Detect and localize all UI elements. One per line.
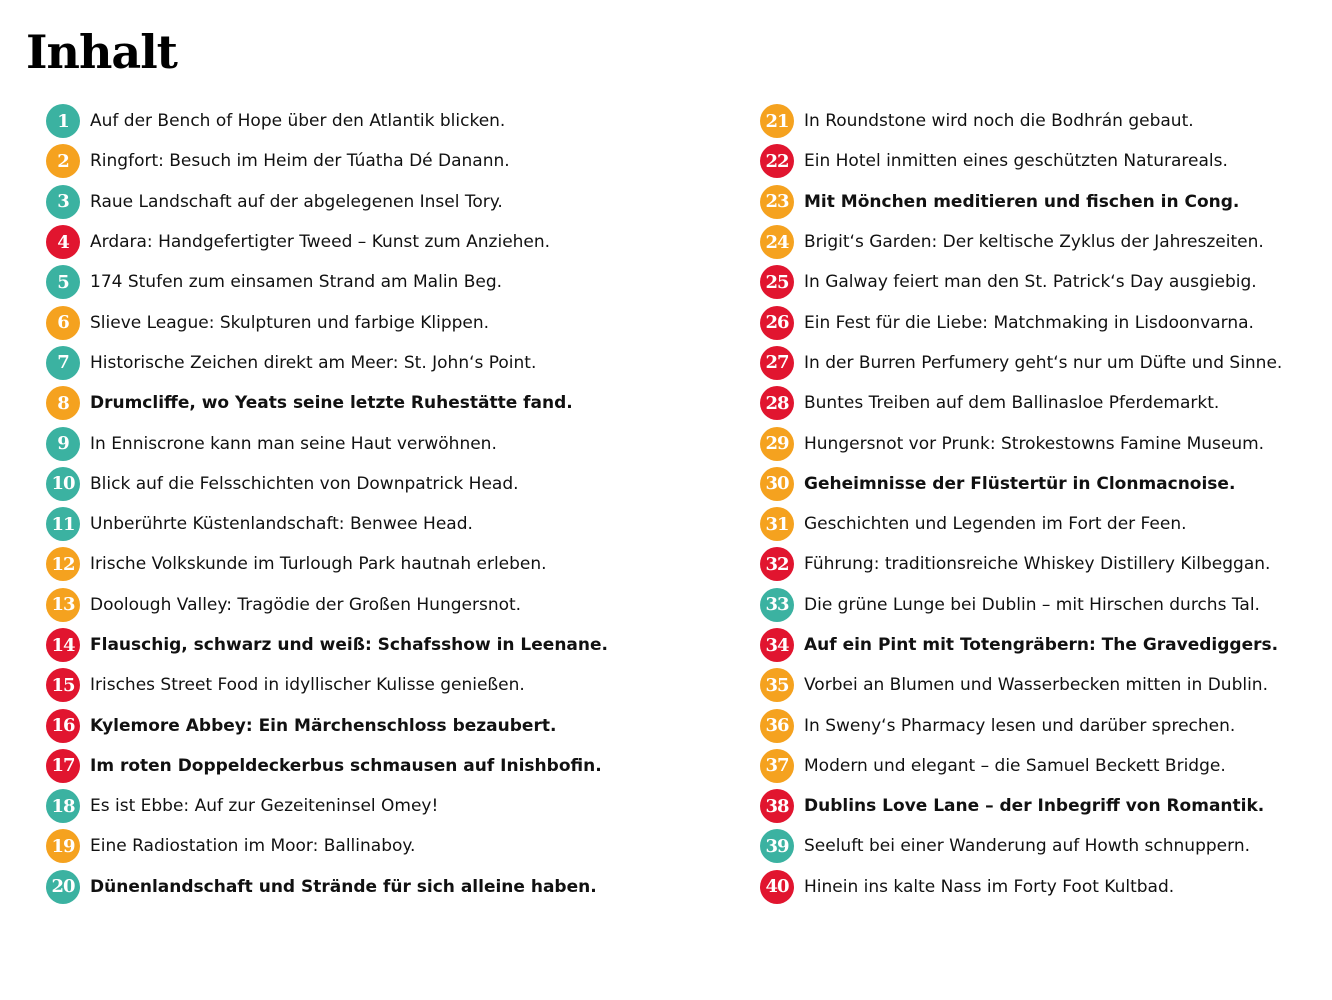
entry-number-badge: 10 [46,467,80,501]
toc-entry [760,423,1320,463]
entry-number-badge: 24 [760,225,794,259]
page-title: Inhalt [26,25,177,79]
entry-number-badge: 20 [46,870,80,904]
toc-entry [760,262,1320,302]
entry-title: Die grüne Lunge bei Dublin – mit Hirschen durchs Tal. [804,594,1260,615]
entry-number-badge: 8 [46,386,80,420]
entry-title: Geheimnisse der Flüstertür in Clonmacnoise. [804,473,1236,494]
toc-entry [760,101,1320,141]
toc-entry [46,504,686,544]
entry-title: Auf der Bench of Hope über den Atlantik blicken. [90,111,506,132]
entry-number-badge: 1 [46,104,80,138]
toc-entry [760,585,1320,625]
toc-entry [760,222,1320,262]
entry-number-badge: 3 [46,185,80,219]
entry-title: Vorbei an Blumen und Wasserbecken mitten in Dublin. [804,675,1268,696]
entry-title: Hinein ins kalte Nass im Forty Foot Kultbad. [804,876,1175,897]
toc-entry [46,222,686,262]
toc-entry [46,625,686,665]
toc-column-left [46,101,686,907]
toc-entry [46,302,686,342]
toc-entry [46,464,686,504]
entry-number-badge: 12 [46,547,80,581]
entry-title: Eine Radiostation im Moor: Ballinaboy. [90,836,416,857]
entry-title: Geschichten und Legenden im Fort der Feen. [804,514,1187,535]
toc-entry [760,343,1320,383]
toc-entry [760,867,1320,907]
entry-title: In der Burren Perfumery geht‘s nur um Düfte und Sinne. [804,352,1283,373]
entry-number-badge: 18 [46,789,80,823]
entry-number-badge: 6 [46,306,80,340]
entry-title: Ardara: Handgefertigter Tweed – Kunst zum Anziehen. [90,232,551,253]
entry-number-badge: 27 [760,346,794,380]
toc-entry [46,182,686,222]
entry-title: Ein Fest für die Liebe: Matchmaking in Lisdoonvarna. [804,312,1254,333]
entry-title: Raue Landschaft auf der abgelegenen Insel Tory. [90,191,503,212]
entry-number-badge: 4 [46,225,80,259]
toc-entry [46,826,686,866]
entry-number-badge: 15 [46,668,80,702]
entry-title: Seeluft bei einer Wanderung auf Howth schnuppern. [804,836,1250,857]
entry-title: Dublins Love Lane – der Inbegriff von Romantik. [804,796,1265,817]
toc-entry [760,746,1320,786]
entry-title: Unberührte Küstenlandschaft: Benwee Head. [90,514,473,535]
entry-title: 174 Stufen zum einsamen Strand am Malin Beg. [90,272,503,293]
entry-number-badge: 31 [760,507,794,541]
toc-entry [760,705,1320,745]
entry-number-badge: 14 [46,628,80,662]
toc-entry [760,625,1320,665]
entry-number-badge: 16 [46,709,80,743]
entry-title: Modern und elegant – die Samuel Beckett Bridge. [804,755,1226,776]
toc-entry [46,746,686,786]
toc-entry [46,665,686,705]
entry-number-badge: 2 [46,144,80,178]
entry-number-badge: 38 [760,789,794,823]
entry-title: Auf ein Pint mit Totengräbern: The Gravediggers. [804,635,1279,655]
entry-number-badge: 33 [760,588,794,622]
toc-entry [760,786,1320,826]
entry-title: Ein Hotel inmitten eines geschützten Naturareals. [804,151,1228,172]
entry-title: Historische Zeichen direkt am Meer: St. John‘s Point. [90,352,537,373]
entry-title: Irisches Street Food in idyllischer Kulisse genießen. [90,675,525,696]
entry-title: In Galway feiert man den St. Patrick‘s Day ausgiebig. [804,272,1257,293]
toc-entry [46,383,686,423]
entry-number-badge: 35 [760,668,794,702]
toc-entry [46,786,686,826]
entry-number-badge: 13 [46,588,80,622]
entry-title: Kylemore Abbey: Ein Märchenschloss bezaubert. [90,715,557,736]
toc-entry [46,101,686,141]
toc-entry [46,423,686,463]
entry-number-badge: 39 [760,829,794,863]
entry-title: Brigit‘s Garden: Der keltische Zyklus der Jahreszeiten. [804,232,1264,253]
toc-entry [760,302,1320,342]
entry-number-badge: 36 [760,709,794,743]
toc-entry [46,262,686,302]
entry-title: Mit Mönchen meditieren und fischen in Cong. [804,191,1240,212]
entry-number-badge: 11 [46,507,80,541]
entry-number-badge: 30 [760,467,794,501]
entry-title: Drumcliffe, wo Yeats seine letzte Ruhestätte fand. [90,393,573,414]
toc-entry [46,141,686,181]
toc-column-right [760,101,1320,907]
entry-title: Blick auf die Felsschichten von Downpatrick Head. [90,473,519,494]
toc-entry [46,544,686,584]
entry-number-badge: 9 [46,427,80,461]
entry-title: Slieve League: Skulpturen und farbige Klippen. [90,312,490,333]
toc-entry [46,343,686,383]
entry-number-badge: 17 [46,749,80,783]
toc-entry [46,585,686,625]
entry-number-badge: 22 [760,144,794,178]
entry-number-badge: 5 [46,265,80,299]
toc-entry [760,182,1320,222]
toc-entry [760,383,1320,423]
entry-title: In Roundstone wird noch die Bodhrán gebaut. [804,111,1194,132]
entry-number-badge: 28 [760,386,794,420]
toc-entry [760,826,1320,866]
entry-title: In Enniscrone kann man seine Haut verwöhnen. [90,433,497,454]
entry-number-badge: 7 [46,346,80,380]
entry-title: Es ist Ebbe: Auf zur Gezeiteninsel Omey! [90,796,439,817]
entry-number-badge: 19 [46,829,80,863]
entry-number-badge: 23 [760,185,794,219]
entry-title: Dünenlandschaft und Strände für sich alleine haben. [90,876,597,897]
toc-entry [760,141,1320,181]
entry-title: Führung: traditionsreiche Whiskey Distillery Kilbeggan. [804,554,1271,575]
entry-title: Ringfort: Besuch im Heim der Túatha Dé Danann. [90,151,510,172]
entry-number-badge: 40 [760,870,794,904]
entry-number-badge: 25 [760,265,794,299]
toc-entry [760,544,1320,584]
toc-entry [46,705,686,745]
entry-number-badge: 32 [760,547,794,581]
entry-title: Flauschig, schwarz und weiß: Schafsshow in Leenane. [90,635,608,655]
entry-number-badge: 37 [760,749,794,783]
entry-number-badge: 21 [760,104,794,138]
entry-title: Hungersnot vor Prunk: Strokestowns Famine Museum. [804,433,1265,454]
entry-number-badge: 29 [760,427,794,461]
entry-number-badge: 26 [760,306,794,340]
entry-number-badge: 34 [760,628,794,662]
toc-entry [760,464,1320,504]
entry-title: Im roten Doppeldeckerbus schmausen auf Inishbofin. [90,755,602,776]
toc-entry [760,504,1320,544]
entry-title: Buntes Treiben auf dem Ballinasloe Pferdemarkt. [804,393,1220,414]
entry-title: Irische Volkskunde im Turlough Park hautnah erleben. [90,554,547,575]
entry-title: In Sweny‘s Pharmacy lesen und darüber sprechen. [804,715,1236,736]
entry-title: Doolough Valley: Tragödie der Großen Hungersnot. [90,594,522,615]
toc-entry [46,867,686,907]
toc-entry [760,665,1320,705]
